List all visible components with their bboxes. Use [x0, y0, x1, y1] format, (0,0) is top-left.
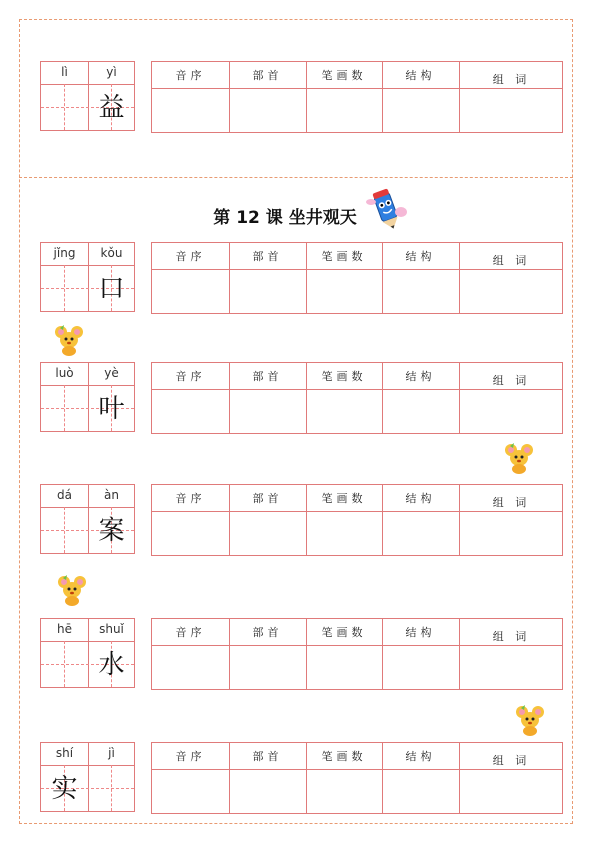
character-info-table: [151, 242, 563, 314]
table-header-cell: 部首: [252, 250, 283, 263]
pinyin-label: shuǐ: [99, 622, 124, 636]
table-header-cell: 笔画数: [321, 370, 367, 383]
mouse-decoration-icon: [55, 573, 89, 607]
answer-blank[interactable]: [306, 270, 382, 313]
character-writing-grid: [40, 61, 135, 131]
table-header-cell: 音序: [175, 69, 206, 82]
answer-blank[interactable]: [152, 390, 229, 433]
answer-blank[interactable]: [229, 390, 306, 433]
table-header-cell: 组 词: [492, 496, 531, 509]
pinyin-label: hē: [57, 622, 72, 636]
mouse-decoration-icon: [52, 323, 86, 357]
character-info-table: [151, 484, 563, 556]
hanzi-character: [88, 767, 135, 811]
answer-blank[interactable]: [229, 89, 306, 132]
answer-blank[interactable]: [306, 512, 382, 555]
table-header-cell: 音序: [175, 626, 206, 639]
answer-blank[interactable]: [459, 270, 564, 313]
mouse-decoration-icon: [513, 703, 547, 737]
character-info-table: [151, 61, 563, 133]
table-header-cell: 组 词: [492, 73, 531, 86]
table-header-cell: 组 词: [492, 754, 531, 767]
answer-blank[interactable]: [229, 270, 306, 313]
answer-blank[interactable]: [152, 89, 229, 132]
hanzi-character: 益: [98, 93, 125, 123]
answer-blank[interactable]: [382, 512, 459, 555]
table-header-cell: 结构: [405, 69, 436, 82]
answer-blank[interactable]: [459, 512, 564, 555]
hanzi-character: 案: [98, 516, 125, 546]
table-header-cell: 音序: [175, 370, 206, 383]
table-header-cell: 组 词: [492, 630, 531, 643]
character-writing-grid: [40, 618, 135, 688]
answer-blank[interactable]: [382, 390, 459, 433]
pinyin-label: àn: [104, 488, 119, 502]
answer-blank[interactable]: [229, 646, 306, 689]
answer-blank[interactable]: [382, 270, 459, 313]
hanzi-character: 实: [51, 774, 78, 804]
table-header-cell: 笔画数: [321, 69, 367, 82]
table-header-cell: 笔画数: [321, 750, 367, 763]
table-header-cell: 部首: [252, 626, 283, 639]
table-header-cell: 部首: [252, 492, 283, 505]
hanzi-character: 叶: [98, 394, 125, 424]
table-header-cell: 组 词: [492, 374, 531, 387]
table-header-cell: 结构: [405, 626, 436, 639]
answer-blank[interactable]: [152, 770, 229, 813]
table-header-cell: 结构: [405, 250, 436, 263]
answer-blank[interactable]: [229, 770, 306, 813]
answer-blank[interactable]: [306, 646, 382, 689]
table-header-cell: 音序: [175, 250, 206, 263]
answer-blank[interactable]: [382, 770, 459, 813]
table-header-cell: 结构: [405, 370, 436, 383]
answer-blank[interactable]: [306, 390, 382, 433]
answer-blank[interactable]: [382, 646, 459, 689]
character-info-table: [151, 742, 563, 814]
pinyin-label: yì: [106, 65, 117, 79]
table-header-cell: 音序: [175, 492, 206, 505]
answer-blank[interactable]: [152, 270, 229, 313]
table-header-cell: 笔画数: [321, 250, 367, 263]
pencil-mascot-icon: [363, 184, 409, 232]
table-header-cell: 笔画数: [321, 626, 367, 639]
pinyin-label: luò: [55, 366, 74, 380]
hanzi-character: [41, 643, 88, 687]
answer-blank[interactable]: [229, 512, 306, 555]
table-header-cell: 结构: [405, 750, 436, 763]
pinyin-label: jǐng: [53, 246, 76, 260]
section-divider: [19, 177, 573, 178]
mouse-decoration-icon: [502, 441, 536, 475]
table-header-cell: 部首: [252, 69, 283, 82]
character-writing-grid: [40, 742, 135, 812]
character-writing-grid: [40, 362, 135, 432]
hanzi-character: [41, 86, 88, 130]
pinyin-label: kǒu: [100, 246, 123, 260]
character-info-table: [151, 618, 563, 690]
answer-blank[interactable]: [382, 89, 459, 132]
hanzi-character: 口: [98, 274, 125, 304]
answer-blank[interactable]: [459, 89, 564, 132]
table-header-cell: 结构: [405, 492, 436, 505]
pinyin-label: lì: [61, 65, 68, 79]
pinyin-label: dá: [57, 488, 72, 502]
answer-blank[interactable]: [459, 770, 564, 813]
pinyin-label: shí: [55, 746, 74, 760]
table-header-cell: 组 词: [492, 254, 531, 267]
answer-blank[interactable]: [459, 390, 564, 433]
character-writing-grid: [40, 484, 135, 554]
table-header-cell: 部首: [252, 370, 283, 383]
answer-blank[interactable]: [306, 770, 382, 813]
hanzi-character: [41, 267, 88, 311]
table-header-cell: 音序: [175, 750, 206, 763]
hanzi-character: [41, 387, 88, 431]
pinyin-label: jì: [108, 746, 115, 760]
table-header-cell: 部首: [252, 750, 283, 763]
hanzi-character: 水: [98, 650, 125, 680]
answer-blank[interactable]: [459, 646, 564, 689]
answer-blank[interactable]: [152, 646, 229, 689]
answer-blank[interactable]: [152, 512, 229, 555]
answer-blank[interactable]: [306, 89, 382, 132]
hanzi-character: [41, 509, 88, 553]
character-writing-grid: [40, 242, 135, 312]
character-info-table: [151, 362, 563, 434]
pinyin-label: yè: [104, 366, 119, 380]
lesson-title: 第 12 课 坐井观天: [213, 208, 357, 228]
table-header-cell: 笔画数: [321, 492, 367, 505]
